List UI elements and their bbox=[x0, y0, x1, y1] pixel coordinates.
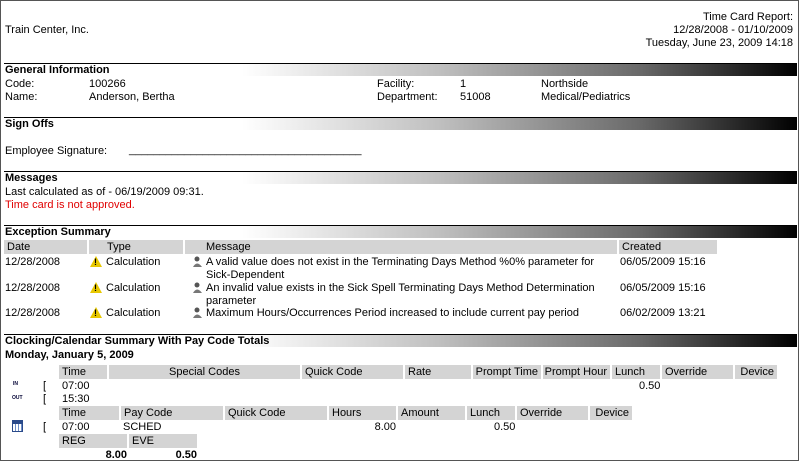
code-value: 100266 bbox=[89, 78, 126, 90]
general-information-header: General Information bbox=[4, 63, 797, 76]
code-label: Code: bbox=[5, 78, 35, 90]
exception-row-3-type: Calculation bbox=[106, 307, 161, 319]
punch-col-special-codes: Special Codes bbox=[109, 365, 300, 379]
report-title: Time Card Report: bbox=[702, 11, 793, 23]
totals-eve-value: 0.50 bbox=[175, 449, 197, 461]
exception-row-3-date: 12/28/2008 bbox=[5, 307, 61, 319]
exception-row-1-type: Calculation bbox=[106, 256, 161, 268]
report-date-range: 12/28/2008 - 01/10/2009 bbox=[673, 24, 793, 36]
schedule-col-lunch: Lunch bbox=[467, 406, 515, 420]
exception-row-3-created: 06/02/2009 13:21 bbox=[620, 307, 706, 319]
exception-row-1-message-cont: Sick-Dependent bbox=[206, 269, 285, 281]
punch-col-quick-code: Quick Code bbox=[302, 365, 403, 379]
schedule-col-hours: Hours bbox=[329, 406, 396, 420]
punch-1-lunch: 0.50 bbox=[639, 380, 661, 392]
schedule-pay-code: SCHED bbox=[123, 421, 162, 433]
exception-summary-header: Exception Summary bbox=[4, 225, 797, 238]
schedule-col-quick-code: Quick Code bbox=[225, 406, 327, 420]
exception-col-created: Created bbox=[619, 240, 717, 254]
facility-code: 1 bbox=[460, 78, 467, 90]
user-icon bbox=[192, 256, 203, 267]
exception-row-2-type: Calculation bbox=[106, 282, 161, 294]
punch-2-bracket: [ bbox=[43, 393, 47, 405]
punch-col-rate: Rate bbox=[405, 365, 471, 379]
warning-icon bbox=[90, 307, 102, 318]
totals-col-eve: EVE bbox=[129, 434, 197, 448]
exception-row-2-created: 06/05/2009 15:16 bbox=[620, 282, 706, 294]
punch-col-lunch: Lunch bbox=[612, 365, 660, 379]
exception-row-1-created: 06/05/2009 15:16 bbox=[620, 256, 706, 268]
exception-row-1-message: A valid value does not exist in the Terminating Days Method %0% parameter for bbox=[206, 256, 595, 268]
punch-col-prompt-time: Prompt Time bbox=[473, 365, 541, 379]
punch-2-time: 15:30 bbox=[62, 393, 90, 405]
punch-col-override: Override bbox=[662, 365, 733, 379]
employee-signature-line: ______________________________________ bbox=[129, 144, 362, 156]
name-label: Name: bbox=[5, 91, 38, 103]
exception-col-message: Message bbox=[185, 240, 617, 254]
clocking-day-title: Monday, January 5, 2009 bbox=[5, 349, 134, 361]
schedule-col-time: Time bbox=[59, 406, 119, 420]
messages-header: Messages bbox=[4, 171, 797, 184]
department-code: 51008 bbox=[460, 91, 491, 103]
employee-signature-label: Employee Signature: bbox=[5, 145, 108, 157]
punch-col-time: Time bbox=[59, 365, 107, 379]
punch-out-icon: OUT bbox=[12, 395, 23, 401]
exception-row-3-message: Maximum Hours/Occurrences Period increased to include current pay period bbox=[206, 307, 579, 319]
name-value: Anderson, Bertha bbox=[89, 91, 175, 103]
schedule-hours: 8.00 bbox=[374, 421, 396, 433]
user-icon bbox=[192, 307, 203, 318]
schedule-col-device: Device bbox=[590, 406, 632, 420]
exception-col-date: Date bbox=[4, 240, 87, 254]
facility-label: Facility: bbox=[377, 78, 415, 90]
punch-col-prompt-hour: Prompt Hour bbox=[543, 365, 610, 379]
clocking-summary-header: Clocking/Calendar Summary With Pay Code Totals bbox=[4, 334, 797, 347]
facility-name: Northside bbox=[541, 78, 589, 90]
exception-row-2-date: 12/28/2008 bbox=[5, 282, 61, 294]
last-calculated-message: Last calculated as of - 06/19/2009 09:31. bbox=[5, 186, 204, 198]
company-name: Train Center, Inc. bbox=[5, 24, 89, 36]
warning-icon bbox=[90, 256, 102, 267]
schedule-bracket: [ bbox=[43, 421, 47, 433]
punch-1-bracket: [ bbox=[43, 380, 47, 392]
exception-row-2-message-cont: parameter bbox=[206, 295, 257, 307]
sign-offs-header: Sign Offs bbox=[4, 117, 797, 130]
schedule-time: 07:00 bbox=[62, 421, 90, 433]
calendar-icon bbox=[12, 420, 23, 432]
schedule-col-amount: Amount bbox=[398, 406, 465, 420]
department-label: Department: bbox=[377, 91, 438, 103]
totals-reg-value: 8.00 bbox=[105, 449, 127, 461]
schedule-lunch: 0.50 bbox=[494, 421, 516, 433]
totals-col-reg: REG bbox=[59, 434, 127, 448]
punch-in-icon: IN bbox=[13, 381, 18, 387]
punch-1-time: 07:00 bbox=[62, 380, 90, 392]
exception-col-type: Type bbox=[89, 240, 183, 254]
department-name: Medical/Pediatrics bbox=[541, 91, 631, 103]
warning-icon bbox=[90, 282, 102, 293]
report-generated-date: Tuesday, June 23, 2009 14:18 bbox=[645, 37, 793, 49]
schedule-col-override: Override bbox=[517, 406, 588, 420]
exception-row-2-message: An invalid value exists in the Sick Spell Terminating Days Method Determination bbox=[206, 282, 595, 294]
schedule-col-pay-code: Pay Code bbox=[121, 406, 223, 420]
punch-col-device: Device bbox=[735, 365, 777, 379]
user-icon bbox=[192, 282, 203, 293]
exception-row-1-date: 12/28/2008 bbox=[5, 256, 61, 268]
not-approved-message: Time card is not approved. bbox=[5, 199, 135, 211]
